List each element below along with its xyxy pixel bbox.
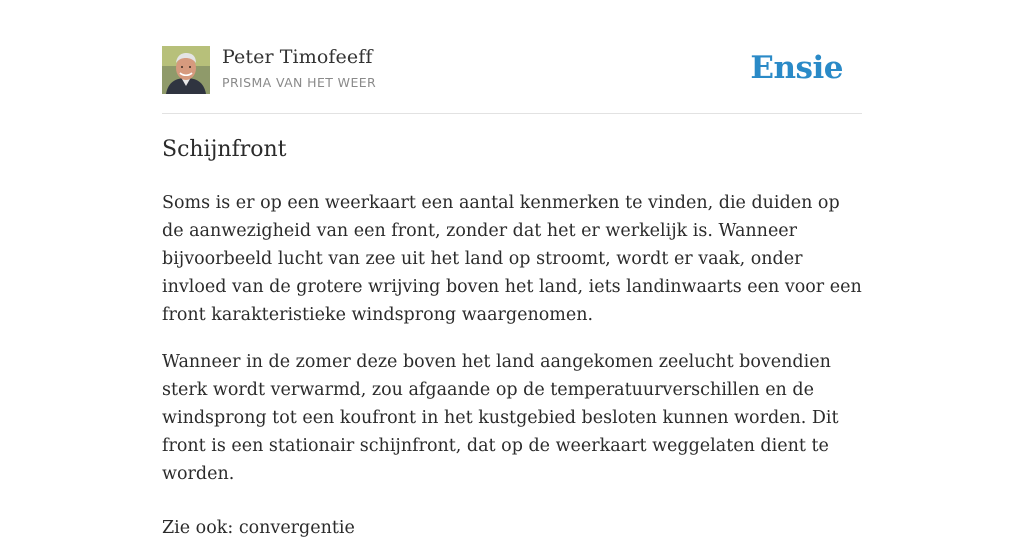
see-also [162, 514, 862, 542]
author-name[interactable]: Peter Timofeeff [222, 46, 373, 68]
author-source[interactable]: PRISMA VAN HET WEER [222, 75, 377, 90]
see-also-link[interactable]: convergentie [238, 518, 355, 538]
paragraph: Soms is er op een weerkaart een aantal kenmerken te vinden, die duiden op de aanwezigheid van een front, zonder dat het er werkelijk is. Wanneer bijvoorbeeld lucht van zee uit het land op stroomt, wordt er vaak, onder invloed van de grotere wrijving boven het land, iets landinwaarts een voor een front karakteristieke windsprong waargenomen. [162, 193, 862, 325]
author-avatar[interactable] [162, 46, 210, 94]
article-header [162, 46, 862, 114]
brand-logo[interactable]: Ensie [750, 50, 843, 86]
paragraph: Wanneer in de zomer deze boven het land aangekomen zeelucht bovendien sterk wordt verwarmd, zou afgaande op de temperatuurverschillen en de windsprong tot een koufront in het kustgebied besloten kunnen worden. Dit front is een stationair schijnfront, dat op de weerkaart weggelaten dient te worden. [162, 352, 839, 484]
avatar-portrait [162, 46, 210, 94]
see-also-prefix: Zie ook: [162, 518, 234, 538]
article-body [162, 189, 862, 542]
article-title: Schijnfront [162, 137, 287, 162]
